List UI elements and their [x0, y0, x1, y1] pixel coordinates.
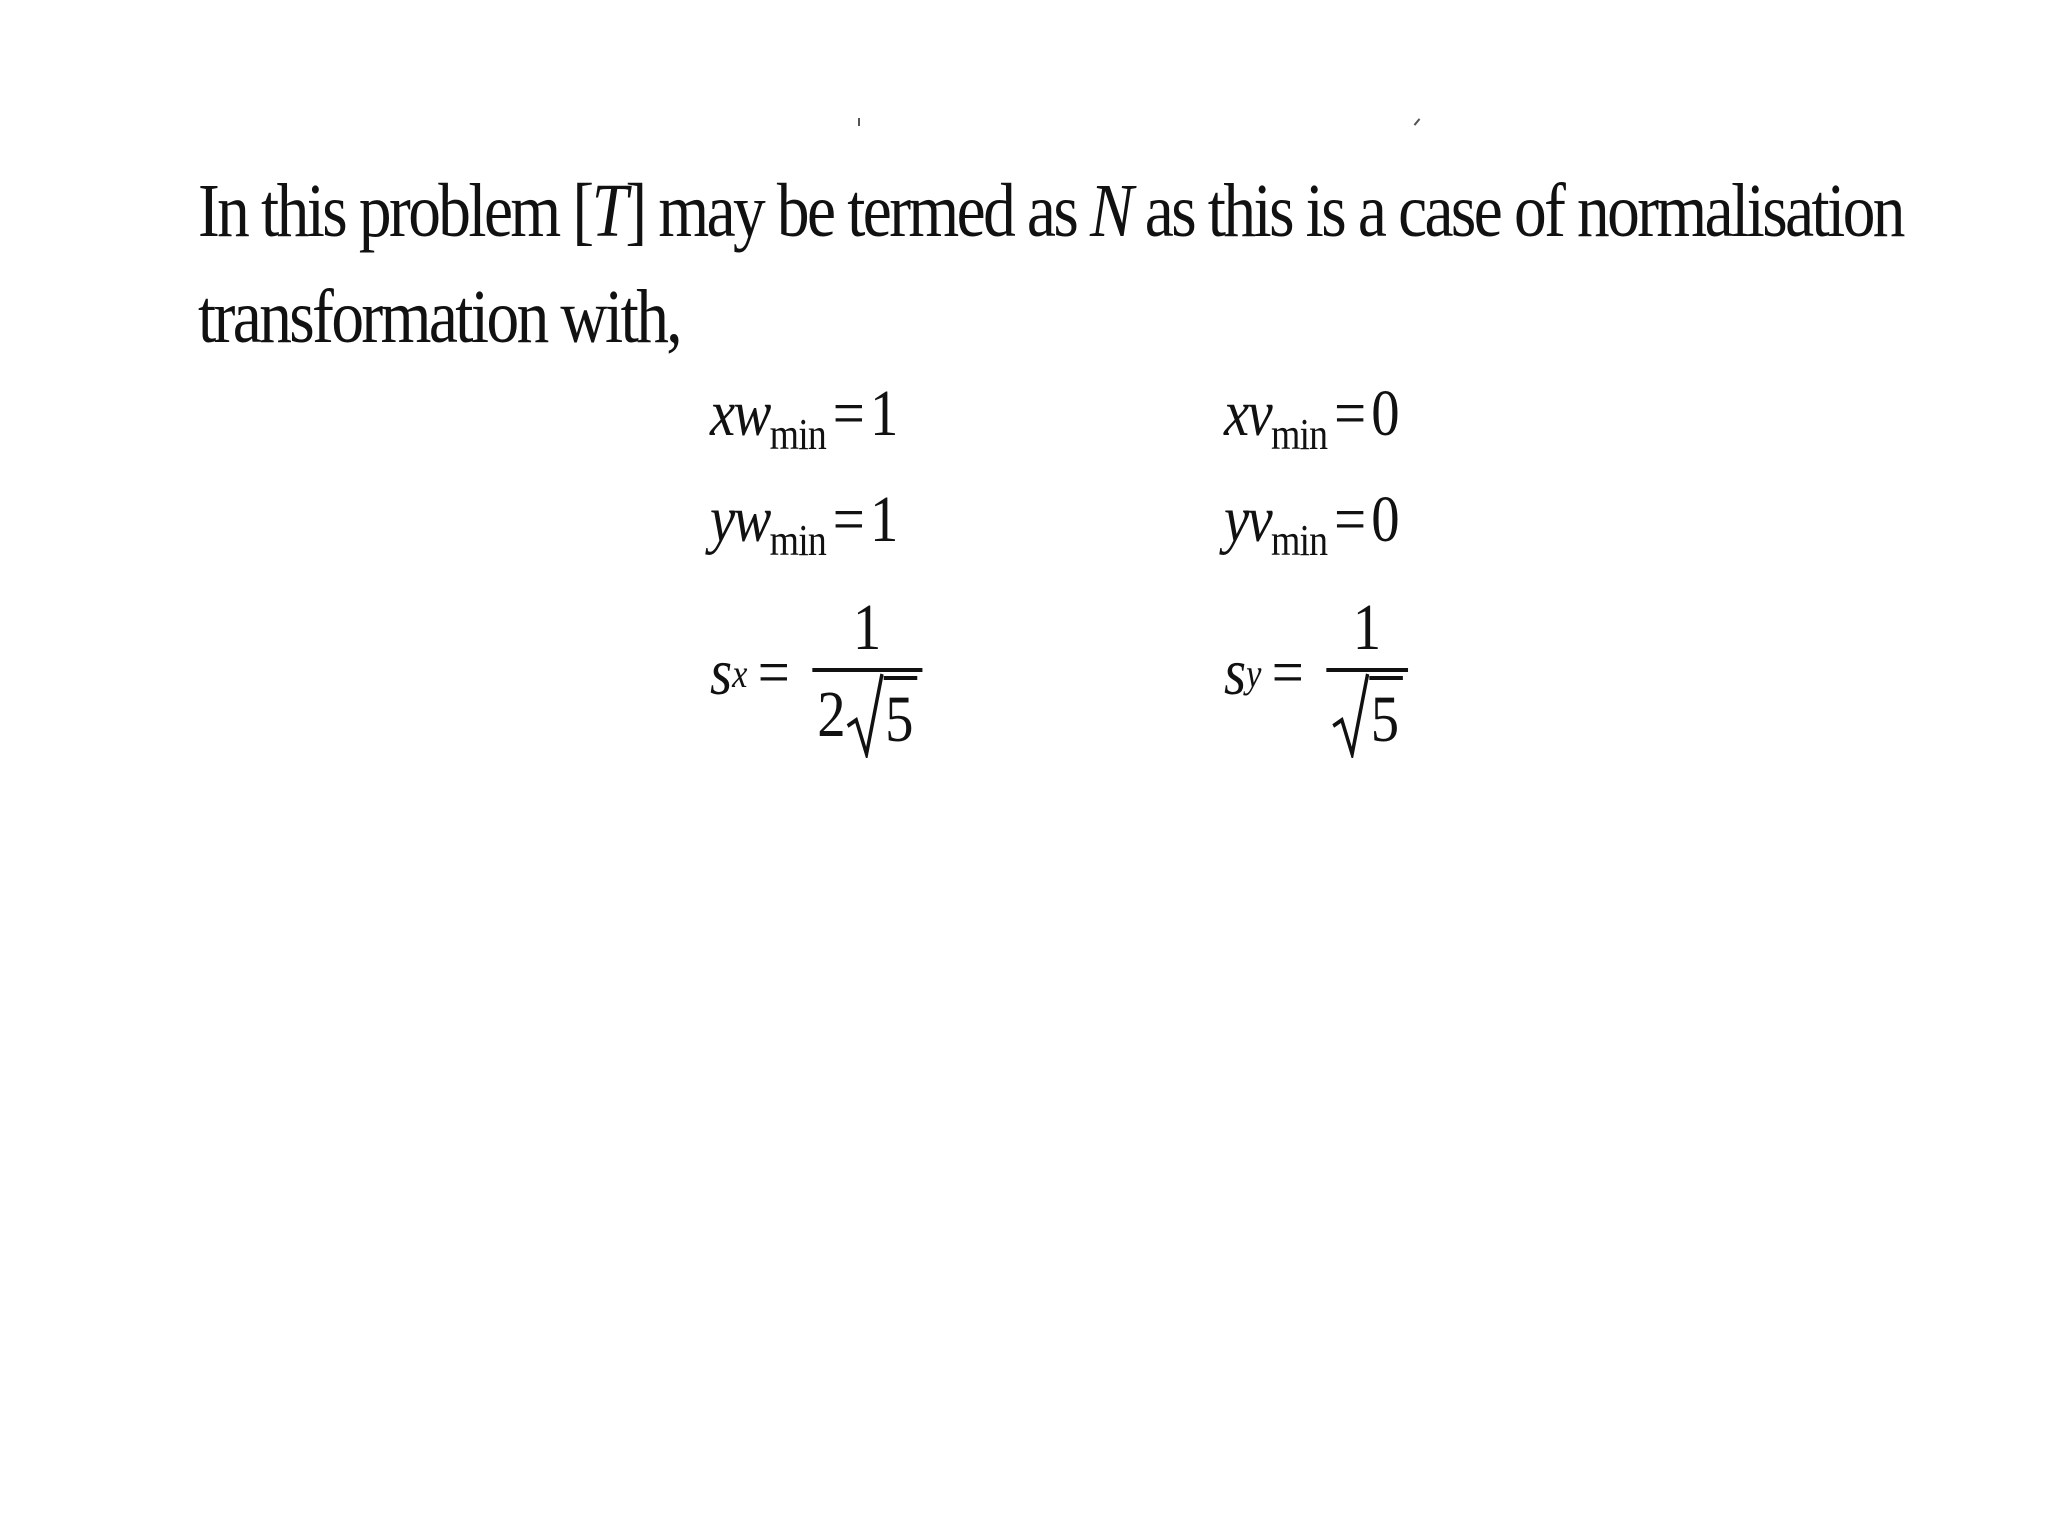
equation-yw-min	[710, 482, 897, 566]
intro-text-b: ] may be termed as	[625, 169, 1090, 253]
eq-variable: xv	[1224, 377, 1271, 450]
intro-text-c: as this is a case of normalisation	[1131, 169, 1903, 253]
eq-operator: =	[1334, 377, 1365, 450]
eq-subscript: min	[1270, 410, 1328, 459]
eq-variable: xw	[710, 377, 770, 450]
symbol-N: N	[1089, 169, 1132, 253]
radicand: 5	[883, 676, 917, 758]
stray-mark-left	[858, 118, 860, 126]
equation-yv-min	[1224, 482, 1398, 566]
eq-variable: s	[1224, 636, 1247, 709]
matrix-T: T	[591, 169, 626, 253]
equation-xw-min	[710, 376, 897, 460]
square-root	[846, 672, 917, 758]
fraction-numerator: 1	[1352, 591, 1382, 664]
eq-subscript: min	[1270, 516, 1328, 565]
eq-operator: =	[1334, 483, 1365, 556]
fraction	[812, 588, 922, 758]
intro-text-a: In this problem [	[198, 169, 592, 253]
eq-value: 0	[1371, 377, 1398, 450]
radical-sign-icon	[846, 672, 884, 758]
radicand: 5	[1369, 676, 1403, 758]
eq-operator: =	[832, 377, 864, 450]
eq-subscript: y	[1246, 650, 1262, 696]
equation-xv-min	[1224, 376, 1398, 460]
intro-line-1	[198, 158, 1903, 264]
fraction	[1326, 588, 1408, 758]
eq-subscript: min	[769, 410, 826, 459]
eq-subscript: x	[732, 650, 748, 696]
equation-sy	[1224, 588, 1408, 758]
intro-paragraph	[198, 158, 1903, 370]
eq-subscript: min	[769, 516, 826, 565]
denominator-coefficient: 2	[817, 678, 846, 751]
eq-variable: yw	[710, 483, 770, 556]
stray-mark-right	[1414, 118, 1421, 125]
eq-value: 1	[869, 483, 897, 556]
eq-variable: s	[710, 636, 733, 709]
eq-value: 0	[1371, 483, 1398, 556]
fraction-denominator	[812, 672, 922, 758]
eq-operator: =	[757, 636, 790, 709]
eq-variable: yv	[1224, 483, 1271, 556]
intro-line-2: transformation with,	[198, 275, 681, 359]
square-root	[1331, 672, 1402, 758]
equation-sx	[710, 588, 922, 758]
eq-value: 1	[869, 377, 897, 450]
radical-sign-icon	[1331, 672, 1369, 758]
fraction-numerator: 1	[852, 591, 882, 664]
eq-operator: =	[1271, 636, 1304, 709]
fraction-denominator	[1326, 672, 1408, 758]
eq-operator: =	[832, 483, 864, 556]
